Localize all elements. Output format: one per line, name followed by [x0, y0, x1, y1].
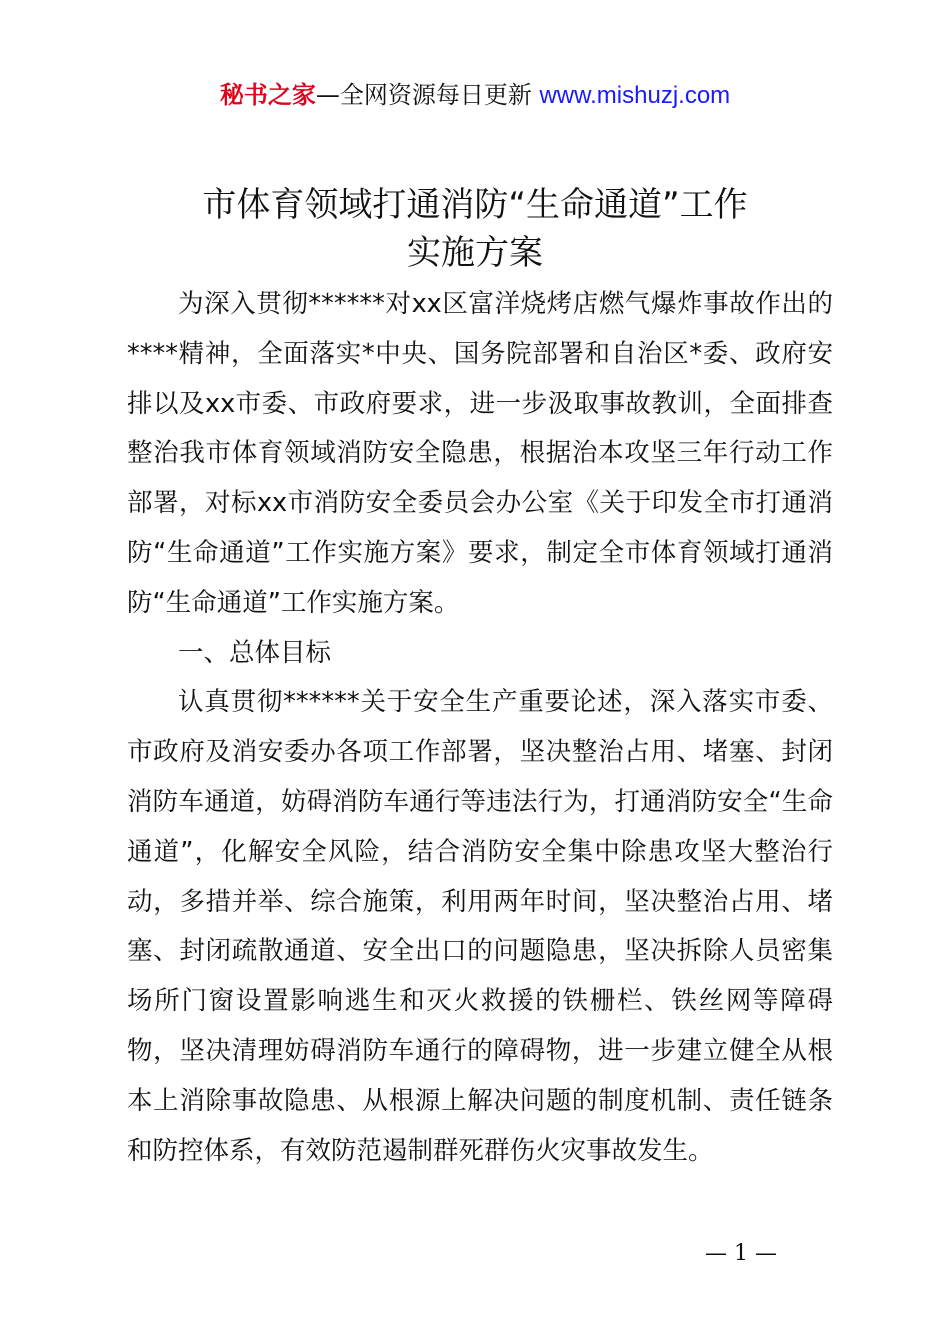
document-title	[0, 181, 950, 277]
document-body	[127, 280, 833, 1176]
section-heading: 一、总体目标	[178, 637, 332, 668]
document-title-line-1: 市体育领域打通消防“生命通道”工作	[202, 185, 748, 225]
site-header	[0, 78, 950, 113]
goal-paragraph: 认真贯彻******关于安全生产重要论述，深入落实市委、市政府及消安委办各项工作部署，坚决整治占用、堵塞、封闭消防车通道，妨碍消防车通行等违法行为，打通消防安全“生命通道”，化解安全风险，结合消防安全集中除患攻坚大整治行动，多措并举、综合施策，利用两年时间，坚决整治占用、堵塞、封闭疏散通道、安全出口的问题隐患，坚决拆除人员密集场所门窗设置影响逃生和灭火救援的铁栅栏、铁丝网等障碍物，坚决清理妨碍消防车通行的障碍物，进一步建立健全从根本上消除事故隐患、从根源上解决问题的制度机制、责任链条和防控体系，有效防范遏制群死群伤火灾事故发生。	[127, 687, 833, 1166]
document-title-line-2: 实施方案	[407, 233, 543, 273]
intro-paragraph: 为深入贯彻******对xx区富洋烧烤店燃气爆炸事故作出的****精神，全面落实*中央、国务院部署和自治区*委、政府安排以及xx市委、市政府要求，进一步汲取事故教训，全面排查整治我市体育领域消防安全隐患，根据治本攻坚三年行动工作部署，对标xx市消防安全委员会办公室《关于印发全市打通消防“生命通道”工作实施方案》要求，制定全市体育领域打通消防“生命通道”工作实施方案。	[127, 289, 833, 618]
site-brand: 秘书之家	[219, 81, 316, 109]
site-tagline: —全网资源每日更新	[315, 81, 540, 109]
page-number: — 1 —	[705, 1241, 777, 1266]
site-url[interactable]: www.mishuzj.com	[539, 82, 731, 109]
